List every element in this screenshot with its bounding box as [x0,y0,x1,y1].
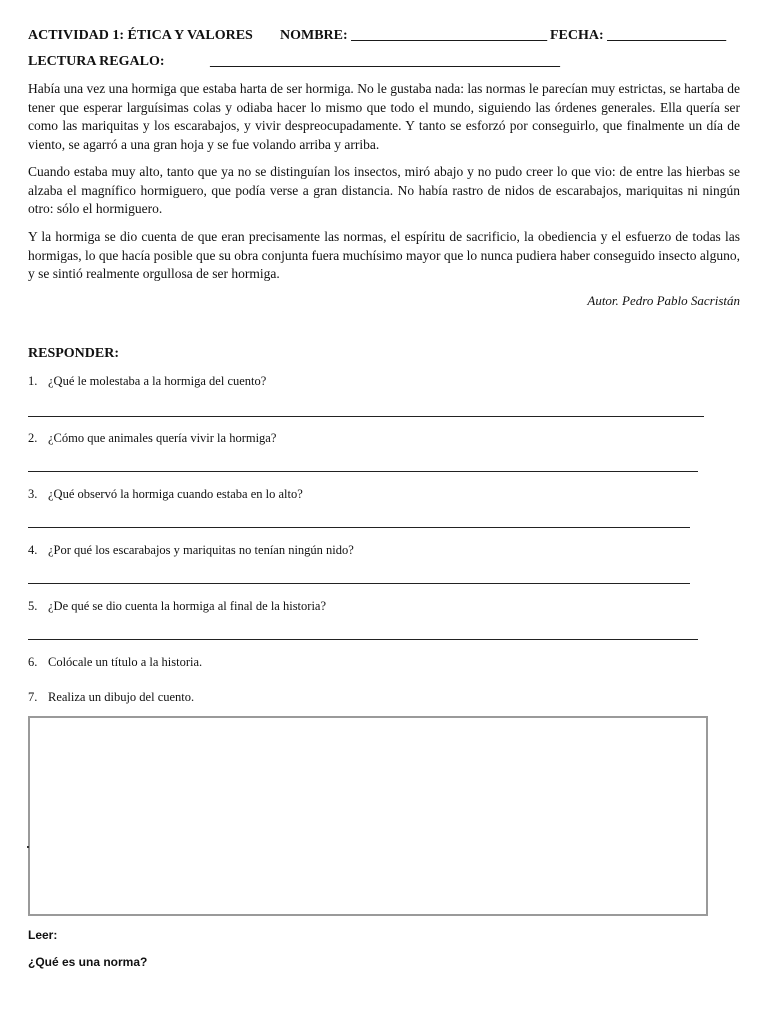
read-label: Leer: [28,928,58,942]
question-text: ¿Qué observó la hormiga cuando estaba en lo alto? [48,487,303,501]
question-number: 7. [28,690,38,704]
story-paragraph-1: Había una vez una hormiga que estaba harta de ser hormiga. No le gustaba nada: las normas le parecían muy estrictas, se hartaba de tener que esperar larguísimas colas y odiaba hacer lo mismo que todo el mundo, siguiendo las órdenes generales. Ella quería ser como las mariquitas y los escarabajos, y vivir despreocupadamente. Y tanto se esforzó por conseguirlo, que finalmente un día de viento, se agarró a una gran hoja y se fue volando arriba y arriba. [28,81,740,152]
question-number: 5. [28,599,38,613]
question-2 [28,431,276,446]
question-number: 3. [28,487,38,501]
question-number: 6. [28,655,38,669]
story-author: Autor. Pedro Pablo Sacristán [587,293,740,308]
story-paragraph-3: Y la hormiga se dio cuenta de que eran precisamente las normas, el espíritu de sacrificio, la obediencia y el esfuerzo de todas las hormigas, lo que hacía posible que su obra conjunta fuera muchísimo mayor que lo nunca pudiera haber conseguido insecto alguno, y se sintió realmente orgullosa de ser hormiga. [28,229,740,281]
stray-mark [27,846,29,848]
question-5 [28,599,326,614]
question-text: ¿De qué se dio cuenta la hormiga al final de la historia? [48,599,327,613]
question-7 [28,690,194,705]
reading-title-blank: __________________________________________________ [210,54,560,69]
question-number: 1. [28,374,38,388]
story-paragraph-2: Cuando estaba muy alto, tanto que ya no se distinguían los insectos, miró abajo y no pudo creer lo que vio: de entre las hierbas se alzaba el magnífico hormiguero, que podía verse a gran distancia. No había rastro de nidos de escarabajos, mariquitas ni ningún otro: sólo el hormiguero. [28,164,740,216]
name-field-label: NOMBRE: ____________________________ [280,28,548,43]
question-text: Realiza un dibujo del cuento. [48,690,195,704]
question-text: ¿Cómo que animales quería vivir la hormiga? [48,431,277,445]
norm-question: ¿Qué es una norma? [28,955,148,969]
answer-line-5[interactable] [28,639,698,640]
drawing-box[interactable] [28,716,708,916]
answer-line-3[interactable] [28,527,690,528]
question-6 [28,655,202,670]
answer-line-4[interactable] [28,583,690,584]
date-field-label: FECHA: _________________ [550,28,727,43]
question-1 [28,374,266,389]
question-3 [28,487,303,502]
reading-title-label: LECTURA REGALO: [28,54,165,69]
question-text: ¿Qué le molestaba a la hormiga del cuento? [48,374,267,388]
question-number: 4. [28,543,38,557]
question-text: ¿Por qué los escarabajos y mariquitas no tenían ningún nido? [48,543,354,557]
question-4 [28,543,354,558]
question-text: Colócale un título a la historia. [48,655,203,669]
activity-title: ACTIVIDAD 1: ÉTICA Y VALORES [28,28,253,43]
questions-title: RESPONDER: [28,346,120,361]
answer-line-2[interactable] [28,471,698,472]
question-number: 2. [28,431,38,445]
answer-line-1[interactable] [28,416,704,417]
